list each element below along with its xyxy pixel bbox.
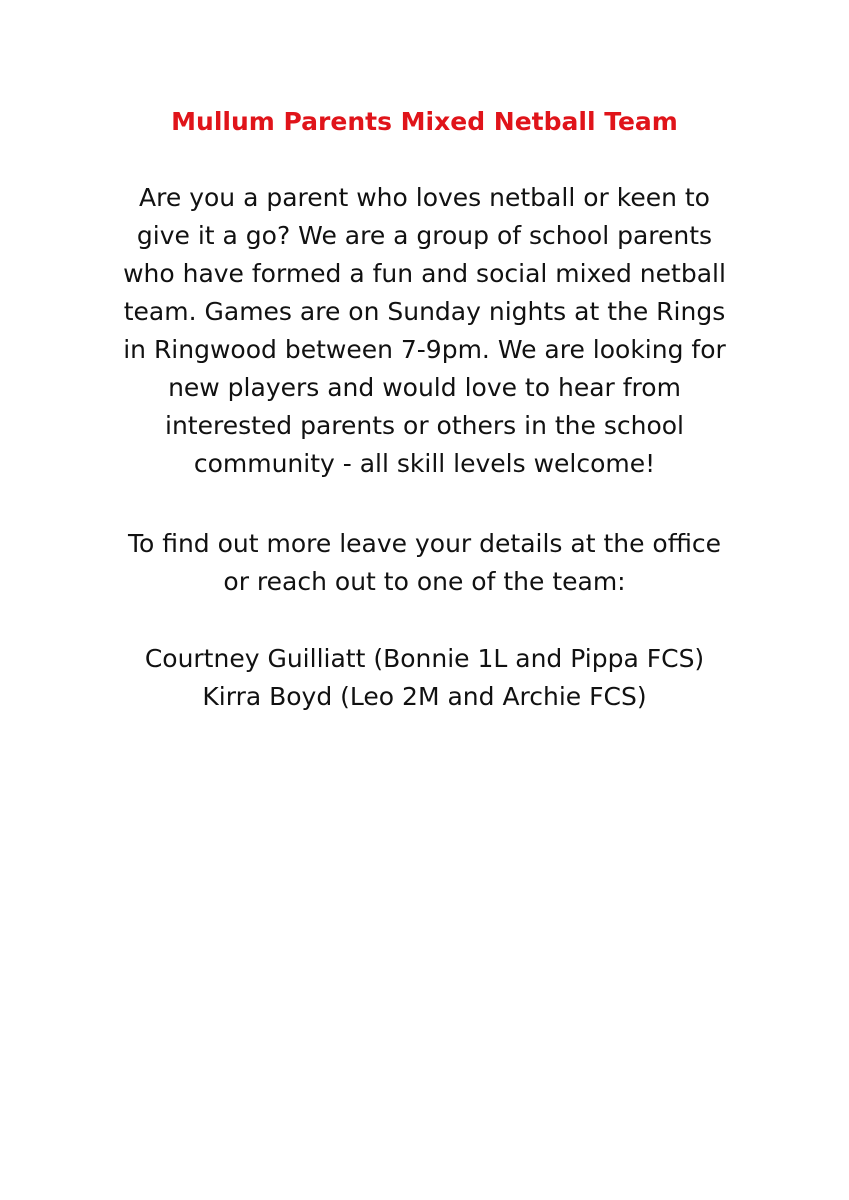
intro-paragraph bbox=[0, 179, 849, 483]
contact-entry: Kirra Boyd (Leo 2M and Archie FCS) bbox=[202, 682, 647, 711]
intro-line: interested parents or others in the school bbox=[165, 411, 684, 440]
intro-line: team. Games are on Sunday nights at the Rings bbox=[123, 297, 726, 326]
intro-line: give it a go? We are a group of school parents bbox=[136, 221, 713, 250]
page-title: Mullum Parents Mixed Netball Team bbox=[171, 107, 678, 136]
contact-list bbox=[0, 640, 849, 716]
intro-line: community - all skill levels welcome! bbox=[193, 449, 656, 478]
intro-line: in Ringwood between 7-9pm. We are looking for bbox=[123, 335, 726, 364]
intro-line: Are you a parent who loves netball or keen to bbox=[139, 183, 710, 212]
contact-prompt-line: or reach out to one of the team: bbox=[223, 567, 626, 596]
contact-entry: Courtney Guilliatt (Bonnie 1L and Pippa FCS) bbox=[144, 644, 705, 673]
intro-line: who have formed a fun and social mixed netball bbox=[123, 259, 726, 288]
contact-prompt-line: To find out more leave your details at the office bbox=[127, 529, 722, 558]
contact-prompt-paragraph bbox=[0, 525, 849, 601]
intro-line: new players and would love to hear from bbox=[168, 373, 681, 402]
